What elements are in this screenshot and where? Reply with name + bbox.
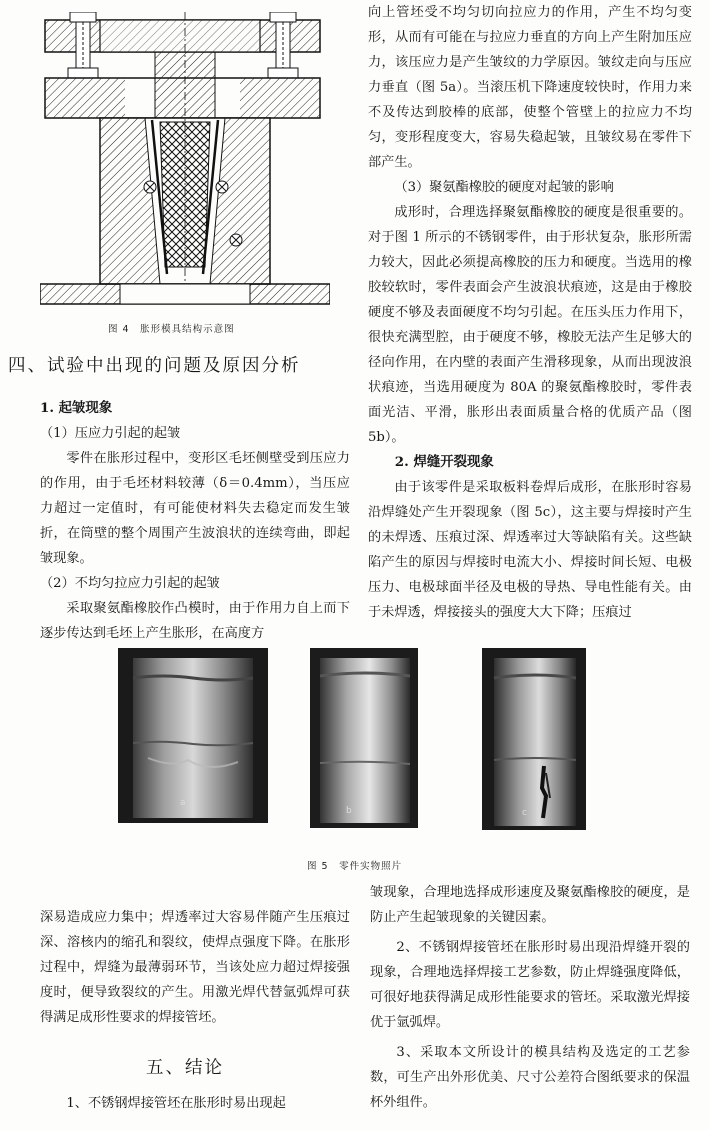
subheading-hardness: （3）聚氨酯橡胶的硬度对起皱的影响 — [394, 180, 614, 195]
figure-5c-photo — [482, 648, 586, 830]
paragraph-weld-cracking: 由于该零件是采取板料卷焊后成形，在胀形时容易沿焊缝处产生开裂现象（图 5c），这主要与焊接时产生的未焊透、压痕过深、焊透率过大等缺陷有关。这些缺陷产生的原因与焊接时电流大小、焊接时间长短、电极压力、电极球面半径及电极的导热、导电性能有关。由于未焊透，焊接接头的强度大大下降；压痕过 — [368, 480, 692, 620]
conclusion-3: 3、采取本文所设计的模具结构及选定的工艺参数，可生产出外形优美、尺寸公差符合图纸要求的保温杯外组件。 — [370, 1045, 690, 1110]
conclusion-1-cont: 皱现象，合理地选择成形速度及聚氨酯橡胶的硬度，是防止产生起皱现象的关键因素。 — [370, 885, 690, 925]
subheading-uneven-tension: （2）不均匀拉应力引起的起皱 — [40, 576, 220, 591]
figure-4-caption: 图 4 胀形模具结构示意图 — [108, 324, 235, 335]
bottom-right-column — [370, 880, 690, 1115]
paragraph-weld-cracking-cont: 深易造成应力集中；焊透率过大容易伴随产生压痕过深、溶核内的缩孔和裂纹，使焊点强度下降。在胀形过程中，焊缝为最薄弱环节，当该处应力超过焊接强度时，便导致裂纹的产生。用激光焊代替氩弧焊可获得满足成形性要求的焊接管坯。 — [40, 910, 350, 1025]
paragraph-hardness: 成形时，合理选择聚氨酯橡胶的硬度是很重要的。对于图 1 所示的不锈钢零件，由于形状复杂，胀形所需力较大，因此必须提高橡胶的压力和硬度。当选用的橡胶较软时，零件表面会产生波浪状痕迹，这是由于橡胶硬度不够及表面硬度不均匀引起。在压头压力作用下，很快充满型腔，由于硬度不够，橡胶无法产生足够大的径向作用，在内壁的表面产生滑移现象，从而出现波浪状痕迹，当选用硬度为 80A 的聚氨酯橡胶时，零件表面光洁、平滑，胀形出表面质量合格的优质产品（图 5b）。 — [368, 205, 692, 445]
paragraph-compressive: 零件在胀形过程中，变形区毛坯侧壁受到压应力的作用，由于毛坯材料较薄（δ＝0.4mm），当压应力超过一定值时，有可能使材料失去稳定而发生皱折，在筒壁的整个周围产生波浪状的连续弯曲，即起皱现象。 — [40, 451, 350, 566]
right-column-text — [368, 0, 692, 625]
conclusion-2: 2、不锈钢焊接管坯在胀形时易出现沿焊缝开裂的现象，合理地选择焊接工艺参数，防止焊缝强度降低，可很好地获得满足成形性能要求的管坯。采取激光焊接优于氩弧焊。 — [370, 940, 690, 1030]
heading-weld-cracking: 2. 焊缝开裂现象 — [394, 454, 494, 470]
figure-5a-photo — [118, 648, 268, 823]
figure-5b-label: b — [346, 806, 352, 816]
figure-5a-label: a — [180, 798, 186, 808]
figure-5-caption: 图 5 零件实物照片 — [307, 861, 403, 872]
bottom-left-column — [40, 905, 350, 1030]
figure-4-drawing — [40, 12, 330, 312]
heading-wrinkling: 1. 起皱现象 — [40, 400, 113, 416]
figure-5b-photo — [310, 648, 418, 828]
paragraph-uneven-tension-start: 采取聚氨酯橡胶作凸模时，由于作用力自上而下逐步传达到毛坯上产生胀形，在高度方 — [40, 601, 350, 641]
paragraph-uneven-tension-cont: 向上管坯受不均匀切向拉应力的作用，产生不均匀变形，从而有可能在与拉应力垂直的方向上产生附加压应力，该压应力是产生皱纹的力学原因。皱纹走向与压应力垂直（图 5a）。当滚压机下降速度较快时，作用力来不及传达到胶棒的底部，使整个管壁上的拉应力不均匀，变形程度变大，容易失稳起皱，且皱纹易在零件下部产生。 — [368, 5, 692, 170]
left-column-text — [40, 396, 350, 646]
figure-5c-label: c — [522, 808, 527, 818]
section-4-title: 四、试验中出现的问题及原因分析 — [8, 356, 301, 376]
conclusion-1-start-wrap — [40, 1091, 350, 1116]
section-5-title: 五、结论 — [146, 1058, 224, 1078]
conclusion-1-start: 1、不锈钢焊接管坯在胀形时易出现起 — [66, 1096, 286, 1111]
subheading-compressive: （1）压应力引起的起皱 — [40, 426, 181, 441]
